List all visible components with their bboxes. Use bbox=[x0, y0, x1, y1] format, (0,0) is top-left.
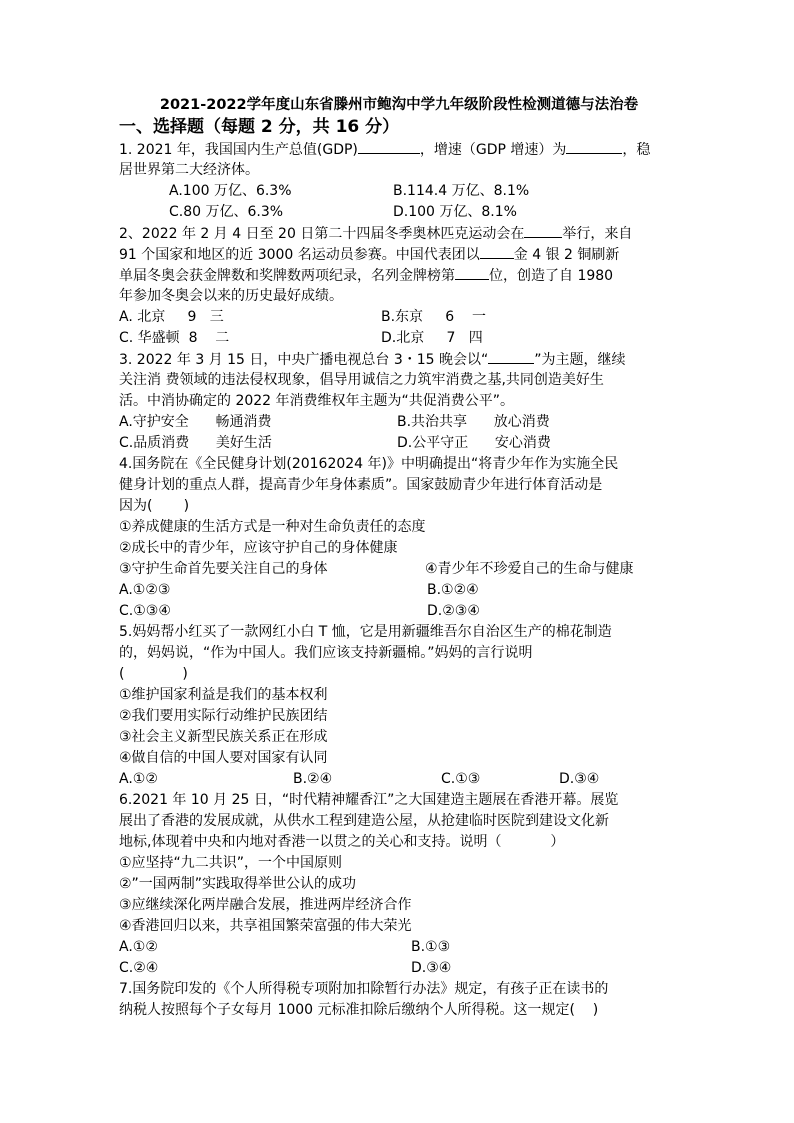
option-a: A.①② bbox=[119, 939, 158, 955]
question-4-stem: 因为( ) bbox=[119, 498, 190, 514]
option-b: B.共治共享 放心消费 bbox=[397, 414, 550, 430]
question-2-stem bbox=[119, 265, 679, 286]
options-row bbox=[119, 412, 679, 433]
question-3-text: ”为主题，继续 bbox=[534, 352, 626, 368]
question-3-stem: 活。中消协确定的 2022 年消费维权年主题为“共促消费公平”。 bbox=[119, 393, 515, 409]
statement-item: ③社会主义新型民族关系正在形成 bbox=[119, 729, 328, 745]
answer-blank bbox=[566, 139, 622, 154]
option-a: A.①② bbox=[119, 771, 158, 787]
option-d: D.北京 7 四 bbox=[381, 330, 483, 346]
options-row bbox=[119, 958, 679, 979]
option-a: A. 北京 9 三 bbox=[119, 309, 224, 325]
question-2-stem bbox=[119, 223, 679, 244]
question-6-stem: 地标,体现着中央和内地对香港一以贯之的关心和支持。说明（ ） bbox=[119, 834, 565, 850]
question-6 bbox=[119, 790, 679, 979]
options-row bbox=[119, 307, 679, 328]
question-2-text: 2、2022 年 2 月 4 日至 20 日第二十四届冬季奥林匹克运动会在 bbox=[119, 226, 525, 242]
question-1-stem bbox=[119, 139, 679, 160]
statement-item: ③守护生命首先要关注自己的身体 bbox=[119, 561, 328, 577]
statement-item: ①养成健康的生活方式是一种对生命负责任的态度 bbox=[119, 519, 426, 535]
question-4-stem: 4.国务院在《全民健身计划(20162024 年)》中明确提出“将青少年作为实施全民 bbox=[119, 456, 619, 472]
question-2-text: 单届冬奥会获金牌数和奖牌数两项纪录，名列金牌榜第 bbox=[119, 268, 455, 284]
options-row bbox=[119, 580, 679, 601]
question-7-stem: 7.国务院印发的《个人所得税专项附加扣除暂行办法》规定，有孩子正在读书的 bbox=[119, 981, 609, 997]
options-row bbox=[119, 181, 679, 202]
option-c: C.②④ bbox=[119, 960, 159, 976]
option-d: D.③④ bbox=[411, 960, 452, 976]
statement-item: ②成长中的青少年，应该守护自己的身体健康 bbox=[119, 540, 398, 556]
question-5-stem: ( ) bbox=[119, 666, 188, 682]
section-heading: 一、选择题（每题 2 分，共 16 分） bbox=[119, 117, 400, 137]
question-2-text: 金 4 银 2 铜刷新 bbox=[513, 247, 620, 263]
options-row bbox=[119, 769, 679, 790]
statement-item: ④香港回归以来，共享祖国繁荣富强的伟大荣光 bbox=[119, 918, 412, 934]
question-1-text: ，增速（GDP 增速）为 bbox=[419, 142, 567, 158]
statement-item: ④做自信的中国人要对国家有认同 bbox=[119, 750, 328, 766]
option-b: B.②④ bbox=[293, 771, 333, 787]
question-4-stem: 健身计划的重点人群，提高青少年身体素质”。国家鼓励青少年进行体育活动是 bbox=[119, 477, 603, 493]
statement-row bbox=[119, 559, 679, 580]
option-d: D.公平守正 安心消费 bbox=[397, 435, 551, 451]
answer-blank bbox=[455, 265, 489, 280]
option-b: B.东京 6 一 bbox=[381, 309, 487, 325]
exam-title: 2021-2022学年度山东省滕州市鲍沟中学九年级阶段性检测道德与法治卷 bbox=[159, 97, 639, 113]
question-2-stem bbox=[119, 244, 679, 265]
option-d: D.100 万亿、8.1% bbox=[393, 204, 517, 220]
question-3-stem: 关注消 费领域的违法侵权现象，倡导用诚信之力筑牢消费之基,共同创造美好生 bbox=[119, 372, 604, 388]
question-7-stem: 纳税人按照每个子女每月 1000 元标准扣除后缴纳个人所得税。这一规定( ) bbox=[119, 1002, 599, 1018]
question-2-stem: 年参加冬奥会以来的历史最好成绩。 bbox=[119, 288, 343, 304]
option-c: C.①③④ bbox=[119, 603, 171, 619]
option-b: B.①③ bbox=[411, 939, 451, 955]
statement-item: ③应继续深化两岸融合发展，推进两岸经济合作 bbox=[119, 897, 412, 913]
question-6-stem: 展出了香港的发展成就，从供水工程到建造公屋，从抢建临时医院到建设文化新 bbox=[119, 813, 609, 829]
option-d: D.②③④ bbox=[427, 603, 480, 619]
question-1-stem-cont: 居世界第二大经济体。 bbox=[119, 162, 259, 178]
question-5-stem: 的，妈妈说，“作为中国人。我们应该支持新疆棉。”妈妈的言行说明 bbox=[119, 645, 533, 661]
statement-item: ②我们要用实际行动维护民族团结 bbox=[119, 708, 328, 724]
question-4 bbox=[119, 454, 679, 622]
statement-item: ④青少年不珍爱自己的生命与健康 bbox=[425, 561, 634, 577]
question-5 bbox=[119, 622, 679, 790]
question-1 bbox=[119, 139, 679, 223]
option-a: A.①②③ bbox=[119, 582, 171, 598]
question-7 bbox=[119, 979, 679, 1021]
question-1-text: ，稳 bbox=[622, 142, 651, 158]
option-a: A.100 万亿、6.3% bbox=[169, 183, 292, 199]
option-b: B.①②④ bbox=[427, 582, 479, 598]
option-c: C. 华盛顿 8 二 bbox=[119, 330, 230, 346]
option-c: C.80 万亿、6.3% bbox=[169, 204, 284, 220]
question-6-stem: 6.2021 年 10 月 25 日，“时代精神耀香江”之大国建造主题展在香港开幕。展览 bbox=[119, 792, 619, 808]
question-2-text: 91 个国家和地区的近 3000 名运动员参赛。中国代表团以 bbox=[119, 247, 480, 263]
option-a: A.守护安全 畅通消费 bbox=[119, 414, 272, 430]
question-2 bbox=[119, 223, 679, 349]
options-row bbox=[119, 601, 679, 622]
option-d: D.③④ bbox=[559, 771, 600, 787]
statement-item: ①维护国家利益是我们的基本权利 bbox=[119, 687, 328, 703]
options-row bbox=[119, 433, 679, 454]
statement-item: ①应坚持“九二共识”，一个中国原则 bbox=[119, 855, 343, 871]
option-c: C.①③ bbox=[441, 771, 481, 787]
answer-blank bbox=[524, 223, 562, 238]
answer-blank bbox=[358, 139, 420, 154]
question-3-text: 3. 2022 年 3 月 15 日，中央广播电视总台 3・15 晚会以“ bbox=[119, 352, 489, 368]
option-c: C.品质消费 美好生活 bbox=[119, 435, 272, 451]
question-2-text: 位，创造了自 1980 bbox=[489, 268, 614, 284]
question-2-text: 举行，来自 bbox=[562, 226, 633, 242]
option-b: B.114.4 万亿、8.1% bbox=[393, 183, 530, 199]
question-3-stem bbox=[119, 349, 679, 370]
question-1-text: 1. 2021 年，我国国内生产总值(GDP) bbox=[119, 142, 358, 158]
options-row bbox=[119, 202, 679, 223]
exam-page bbox=[119, 96, 679, 1021]
statement-item: ②”一国两制”实践取得举世公认的成功 bbox=[119, 876, 357, 892]
question-5-stem: 5.妈妈帮小红买了一款网红小白 T 恤，它是用新疆维吾尔自治区生产的棉花制造 bbox=[119, 624, 612, 640]
answer-blank bbox=[488, 349, 534, 364]
options-row bbox=[119, 937, 679, 958]
answer-blank bbox=[480, 244, 514, 259]
options-row bbox=[119, 328, 679, 349]
question-3 bbox=[119, 349, 679, 454]
